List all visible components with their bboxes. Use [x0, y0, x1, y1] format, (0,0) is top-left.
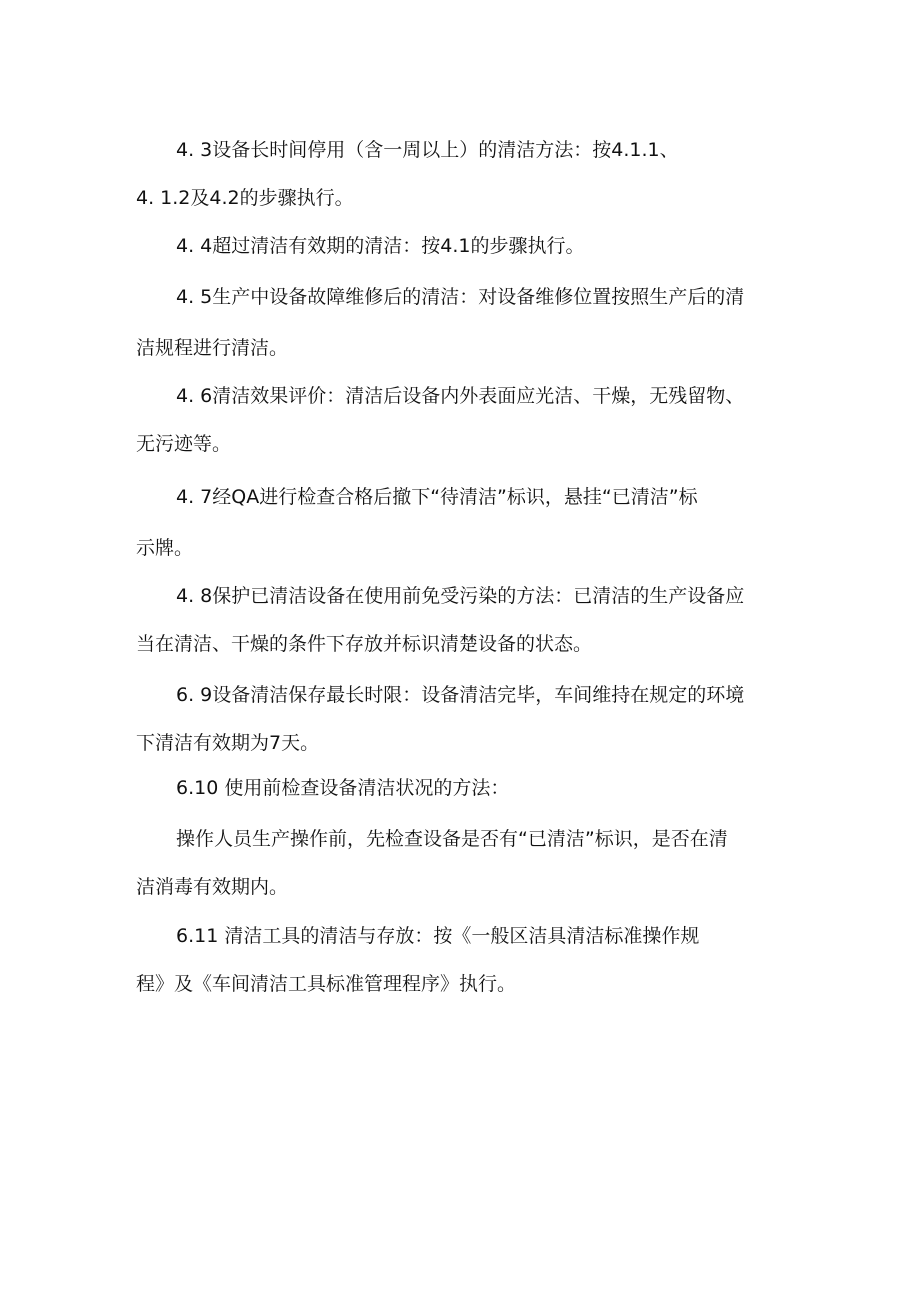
paragraph-4-8-line-1: 4. 8保护已清洁设备在使用前免受污染的方法：已清洁的生产设备应 — [176, 585, 745, 607]
paragraph-4-5-line-2: 洁规程进行清洁。 — [136, 337, 289, 359]
paragraph-4-7-line-2: 示牌。 — [136, 537, 194, 559]
paragraph-4-3-line-2: 4. 1.2及4.2的步骤执行。 — [136, 187, 354, 209]
paragraph-4-3-line-1: 4. 3设备长时间停用（含一周以上）的清洁方法：按4.1.1、 — [176, 139, 679, 161]
paragraph-6-9-line-1: 6. 9设备清洁保存最长时限：设备清洁完毕，车间维持在规定的环境 — [176, 684, 745, 706]
paragraph-6-10-body-line-1: 操作人员生产操作前，先检查设备是否有“已清洁”标识，是否在清 — [176, 828, 728, 850]
paragraph-4-8-line-2: 当在清洁、干燥的条件下存放并标识清楚设备的状态。 — [136, 633, 593, 655]
paragraph-4-7-line-1: 4. 7经QA进行检查合格后撤下“待清洁”标识，悬挂“已清洁”标 — [176, 486, 698, 508]
paragraph-6-10-heading: 6.10 使用前检查设备清洁状况的方法： — [176, 777, 510, 799]
paragraph-6-9-line-2: 下清洁有效期为7天。 — [136, 732, 320, 754]
paragraph-6-11-line-2: 程》及《车间清洁工具标准管理程序》执行。 — [136, 973, 517, 995]
paragraph-4-6-line-1: 4. 6清洁效果评价：清洁后设备内外表面应光洁、干燥，无残留物、 — [176, 385, 745, 407]
paragraph-4-4: 4. 4超过清洁有效期的清洁：按4.1的步骤执行。 — [176, 235, 585, 257]
paragraph-6-11-line-1: 6.11 清洁工具的清洁与存放：按《一般区洁具清洁标准操作规 — [176, 925, 700, 947]
paragraph-6-10-body-line-2: 洁消毒有效期内。 — [136, 876, 289, 898]
paragraph-4-6-line-2: 无污迹等。 — [136, 433, 232, 455]
paragraph-4-5-line-1: 4. 5生产中设备故障维修后的清洁：对设备维修位置按照生产后的清 — [176, 286, 745, 308]
